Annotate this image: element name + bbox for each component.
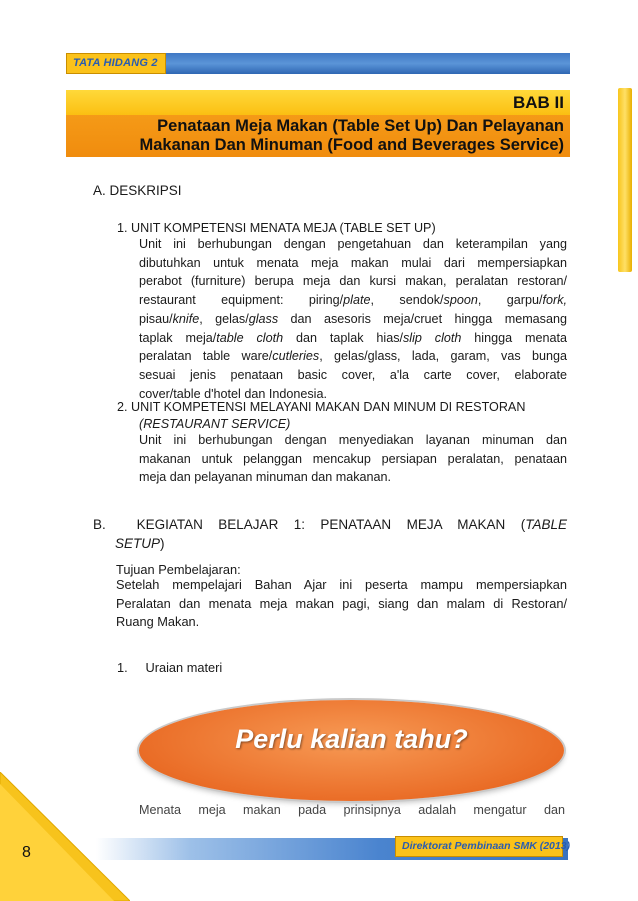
section-b-heading xyxy=(93,515,567,553)
callout-oval xyxy=(139,700,564,801)
item1-line: restaurant equipment: piring/plate, sendok/spoon, garpu/fork, xyxy=(139,293,567,308)
item1-line: dibutuhkan untuk menata meja makan mulai dari mempersiapkan xyxy=(139,255,567,270)
chapter-title-block xyxy=(66,115,570,157)
item2-line: meja dan pelayanan minuman dan makanan. xyxy=(139,470,392,485)
goal-label: Tujuan Pembelajaran: xyxy=(116,562,241,577)
item2-subtitle: (RESTAURANT SERVICE) xyxy=(139,417,291,431)
section-b-heading-line1: B. KEGIATAN BELAJAR 1: PENATAAN MEJA MAKAN (TABLE xyxy=(93,517,567,532)
item1-line: sesuai jenis penataan basic cover, a'la carte cover, elaborate xyxy=(139,367,567,382)
chapter-title-line1: Penataan Meja Makan (Table Set Up) Dan Pelayanan xyxy=(157,117,564,135)
header-tag-label: TATA HIDANG 2 xyxy=(73,57,158,69)
item2-paragraph xyxy=(139,431,567,487)
sub-item-uraian: 1. Uraian materi xyxy=(117,660,223,675)
section-a-heading: A. DESKRIPSI xyxy=(93,183,182,198)
item1-title: 1. UNIT KOMPETENSI MENATA MEJA (TABLE SET UP) xyxy=(117,221,436,235)
header-band xyxy=(166,53,570,74)
chapter-label-row xyxy=(66,90,570,115)
header-tag xyxy=(66,53,166,74)
goal-line: Ruang Makan. xyxy=(116,614,200,630)
item1-line: perabot (furniture) berupa meja dan kursi makan, peralatan restoran/ xyxy=(139,274,567,289)
goal-line: Setelah mempelajari Bahan Ajar ini peserta mampu mempersiapkan xyxy=(116,577,567,592)
item1-line: Unit ini berhubungan dengan pengetahuan dan keterampilan yang xyxy=(139,237,567,251)
footer-tag-label: Direktorat Pembinaan SMK (2013) xyxy=(402,840,571,852)
item2-title: 2. UNIT KOMPETENSI MELAYANI MAKAN DAN MINUM DI RESTORAN xyxy=(117,400,526,414)
callout-text: Perlu kalian tahu? xyxy=(235,724,468,754)
goal-paragraph xyxy=(116,576,567,632)
section-b-heading-line2: SETUP) xyxy=(115,536,165,551)
chapter-label: BAB II xyxy=(513,93,564,112)
item1-line: peralatan table ware/cutleries, gelas/glass, lada, garam, vas bunga xyxy=(139,349,567,364)
page-corner-triangle xyxy=(0,772,130,901)
item1-paragraph xyxy=(139,235,567,403)
item1-line: pisau/knife, gelas/glass dan asesoris meja/cruet hingga memasang xyxy=(139,311,567,326)
item2-line: makanan untuk pelanggan mencakup persiapan peralatan, penataan xyxy=(139,451,567,466)
item2-line: Unit ini berhubungan dengan menyediakan layanan minuman dan xyxy=(139,433,567,447)
item1-line: cover/table d'hotel dan Indonesia. xyxy=(139,386,327,401)
side-accent-bar xyxy=(618,88,632,272)
goal-line: Peralatan dan menata meja makan pagi, siang dan malam di Restoran/ xyxy=(116,595,567,611)
footer-tag xyxy=(395,836,571,857)
continuation-text: Menata meja makan pada prinsipnya adalah mengatur dan xyxy=(139,803,565,817)
item1-line: taplak meja/table cloth dan taplak hias/slip cloth hingga menata xyxy=(139,330,567,345)
chapter-title-line2: Makanan Dan Minuman (Food and Beverages Service) xyxy=(139,136,564,154)
page-number: 8 xyxy=(22,844,31,861)
